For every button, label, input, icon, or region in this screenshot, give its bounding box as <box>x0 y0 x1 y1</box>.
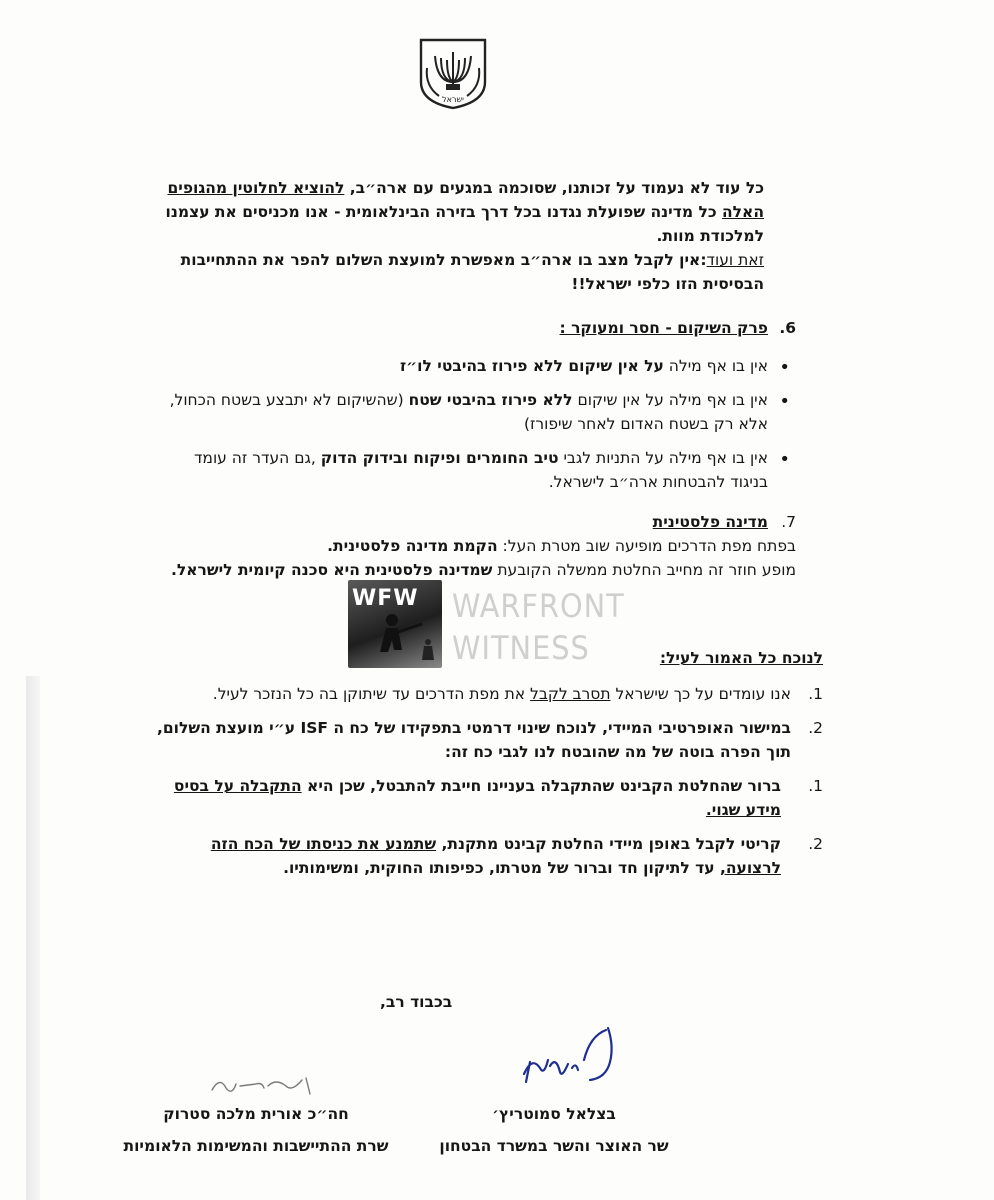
watermark-line-1: WARFRONT <box>452 587 625 625</box>
signature-smotrich-icon <box>510 1016 640 1100</box>
watermark-letters: WFW <box>352 586 419 611</box>
section-7-number: 7. <box>781 513 796 531</box>
section-6-title: פרק השיקום - חסר ומעוקר : <box>559 319 768 337</box>
intro-furthermore: זאת ועוד <box>706 251 764 270</box>
signatory-title: שרת ההתיישבות והמשימות הלאומיות <box>123 1137 389 1156</box>
item-text: אנו עומדים על כך שישראל <box>610 685 791 704</box>
intro-text-a: כל עוד לא נעמוד על זכותנו, שסוכמה במגעים עם ארה״ב, <box>344 179 764 197</box>
signatory-left <box>96 1102 416 1158</box>
section-6-number: 6. <box>779 319 796 337</box>
section-6-bullet <box>160 354 796 378</box>
intro-text-p2: :אין לקבל מצב בו ארה״ב מאפשרת למועצת השלום להפר את ההתחייבות הבסיסית הזו כלפי ישראל!! <box>180 251 764 294</box>
section-7 <box>128 510 796 582</box>
section-6-bullet <box>160 388 796 436</box>
section-6-bullet <box>160 446 796 494</box>
intro-text-emphasis: להוציא לחלוטין מהגופים האלה <box>167 179 764 222</box>
sub-item-text-tail: עד לתיקון חד וברור של מטרתו, כפיפותו החוקית, ומשימותיו. <box>283 859 720 878</box>
sub-item-emphasis: שתמנע את כניסתו של הכח הזה לרצועה, <box>210 835 781 878</box>
conclusions-section <box>128 646 823 890</box>
bullet-text-tail: (שהשיקום לא יתבצע בשטח הכחול, אלא רק בשטח האדום לאחר שיפורז) <box>169 391 768 434</box>
sub-item-text: קריטי לקבל באופן מיידי החלטת קבינט מתקנת, <box>436 835 781 854</box>
bullet-text: אין בו אף מילה על התניות לגבי <box>558 449 768 468</box>
intro-paragraph <box>128 176 764 296</box>
signatory-name: בצלאל סמוטריץ׳ <box>492 1105 616 1123</box>
watermark-line-2: WITNESS <box>452 628 590 667</box>
conclusion-item <box>155 682 823 706</box>
section-7-text: בפתח מפת הדרכים מופיעה שוב מטרת העל: <box>497 537 796 556</box>
bullet-text: אין בו אף מילה על אין שיקום <box>572 391 768 410</box>
item-text-tail: את מפת הדרכים עד שיתוקן בה כל הנזכר לעיל. <box>212 685 531 704</box>
conclusion-item <box>155 716 823 764</box>
section-6 <box>128 316 796 504</box>
bullet-emphasis: טיב החומרים ופיקוח ובידוק הדוק <box>320 449 559 468</box>
item-number: 2. <box>808 719 823 738</box>
signatory-name: חה״כ אורית מלכה סטרוק <box>163 1105 349 1123</box>
sub-item <box>155 832 823 880</box>
page-edge-shadow <box>26 676 40 1200</box>
sub-item <box>155 774 823 822</box>
conclusions-title: לנוכח כל האמור לעיל: <box>659 649 823 667</box>
signatory-right <box>414 1102 694 1158</box>
sub-item-number: 1. <box>808 777 823 796</box>
section-7-emphasis: הקמת מדינה פלסטינית. <box>327 537 498 556</box>
closing-salutation: בכבוד רב, <box>380 993 453 1011</box>
sub-item-number: 2. <box>808 835 823 854</box>
bullet-emphasis: על אין שיקום ללא פירוז בהיבטי לו״ז <box>399 357 664 376</box>
item-emphasis: תסרב לקבל <box>530 685 611 704</box>
signature-strock-icon <box>206 1066 316 1102</box>
sub-item-emphasis: התקבלה על בסיס מידע שגוי. <box>173 777 781 820</box>
emblem-label: ישראל <box>442 95 464 104</box>
section-7-title: מדינה פלסטינית <box>652 513 768 531</box>
state-emblem-icon <box>417 38 489 110</box>
section-7-emphasis: שמדינה פלסטינית היא סכנה קיומית לישראל. <box>170 561 493 580</box>
sub-item-text: ברור שהחלטת הקבינט שהתקבלה בעניינו חייבת להתבטל, שכן היא <box>301 777 781 796</box>
intro-text-c: כל מדינה שפועלת נגדנו בכל דרך בזירה הבינלאומית - אנו מכניסים את עצמנו למלכודת מוות. <box>165 203 764 246</box>
bullet-text: אין בו אף מילה <box>663 357 768 376</box>
item-text: במישור האופרטיבי המיידי, לנוכח שינוי דרמטי בתפקידו של כח ה ISF ע״י מועצת השלום, תוך הפרה בוטה של מה שהובטח לנו לגבי כח זה: <box>157 719 791 762</box>
signatory-title: שר האוצר והשר במשרד הבטחון <box>439 1137 669 1156</box>
bullet-text-tail: ,גם העדר זה עומד בניגוד להבטחות ארה״ב לישראל. <box>193 449 768 492</box>
section-7-text: מופע חוזר זה מחייב החלטת ממשלה הקובעת <box>492 561 796 580</box>
bullet-emphasis: ללא פירוז בהיבטי שטח <box>408 391 573 410</box>
item-number: 1. <box>808 685 823 704</box>
